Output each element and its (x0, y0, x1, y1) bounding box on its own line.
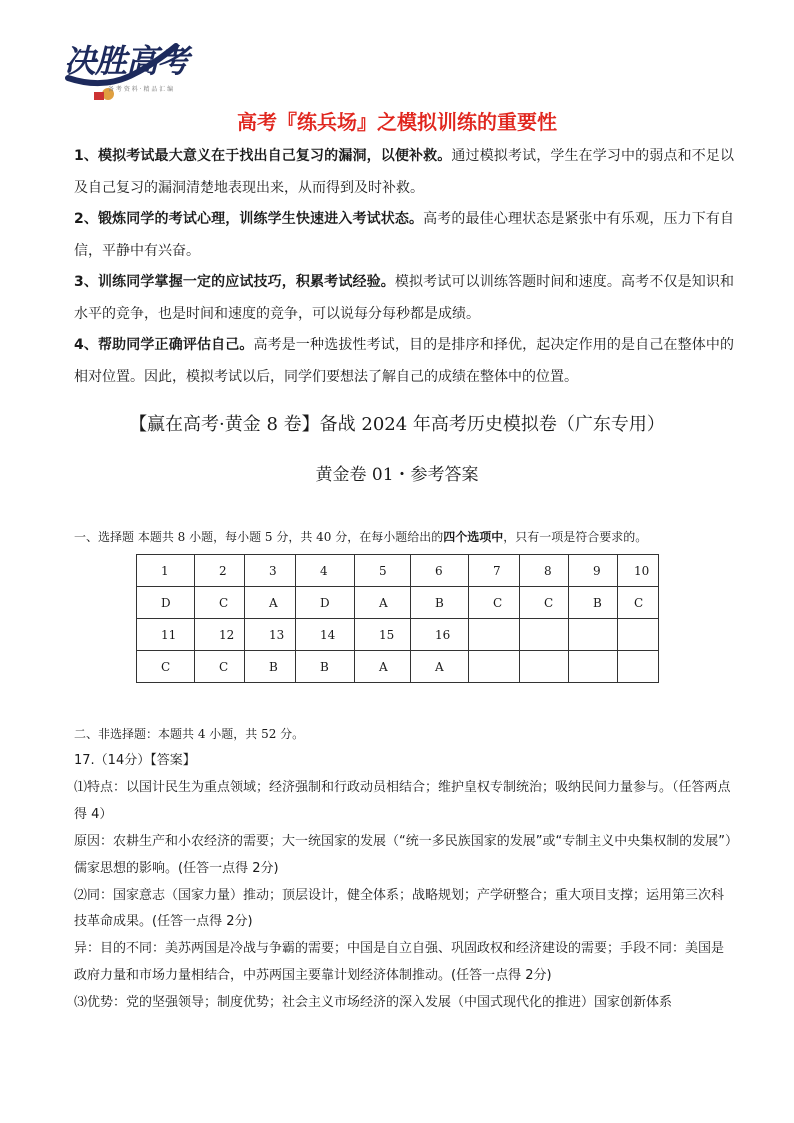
section1-prefix: 一、选择题 本题共 8 小题，每小题 5 分，共 40 分，在每小题给出的 (74, 530, 444, 544)
intro-title: 高考『练兵场』之模拟训练的重要性 (237, 110, 557, 134)
intro-item-lead: 3、训练同学掌握一定的应试技巧，积累考试经验。 (74, 274, 395, 290)
table-cell: 10 (618, 555, 659, 587)
intro-item-body: 高考是一种选拔性考试，目的是排序和择优，起决定作用的是自己在整体中的相对位置。因此，模拟考试以后，同学们要想法了解自己的成绩在整体中的位置。 (74, 337, 734, 385)
table-cell: C (195, 651, 245, 683)
table-cell: 7 (469, 555, 520, 587)
table-cell: D (137, 587, 195, 619)
table-cell: 5 (355, 555, 411, 587)
table-cell (469, 651, 520, 683)
section1-instructions (74, 528, 754, 545)
table-cell: 14 (296, 619, 355, 651)
table-cell: B (569, 587, 618, 619)
intro-item-lead: 2、锻炼同学的考试心理，训练学生快速进入考试状态。 (74, 211, 424, 227)
table-cell (520, 651, 569, 683)
answer-line: 原因：农耕生产和小农经济的需要；大一统国家的发展（“统一多民族国家的发展”或“专制主义中央集权制的发展”）儒家思想的影响。(任答一点得 2分) (74, 833, 732, 876)
intro-item-body: 模拟考试可以训练答题时间和速度。高考不仅是知识和水平的竞争，也是时间和速度的竞争，可以说每分每秒都是成绩。 (74, 274, 734, 322)
table-cell: 15 (355, 619, 411, 651)
answer-line: 异：目的不同：美苏两国是冷战与争霸的需要；中国是自立自强、巩固政权和经济建设的需要；手段不同：美国是政府力量和市场力量相结合，中苏两国主要靠计划经济体制推动。(任答一点得 2分) (74, 941, 725, 984)
table-cell: A (245, 587, 296, 619)
intro-item-lead: 4、帮助同学正确评估自己。 (74, 337, 254, 353)
logo-text: 决胜高考 (64, 42, 189, 80)
table-cell: 8 (520, 555, 569, 587)
intro-list (74, 141, 734, 393)
table-cell: 3 (245, 555, 296, 587)
intro-item-body: 高考的最佳心理状态是紧张中有乐观，压力下有自信，平静中有兴奋。 (74, 211, 734, 259)
table-cell: B (411, 587, 469, 619)
answer-table (136, 554, 659, 683)
table-cell: B (245, 651, 296, 683)
table-cell: 2 (195, 555, 245, 587)
table-cell: C (618, 587, 659, 619)
table-cell: 1 (137, 555, 195, 587)
table-row (137, 587, 659, 619)
table-cell: A (355, 587, 411, 619)
table-cell: C (520, 587, 569, 619)
table-cell: 12 (195, 619, 245, 651)
intro-item-body: 通过模拟考试，学生在学习中的弱点和不足以及自己复习的漏洞清楚地表现出来，从而得到及时补救。 (74, 148, 735, 196)
table-row (137, 651, 659, 683)
paper-subtitle: 黄金卷 01・参考答案 (315, 465, 479, 485)
answer-line: ⑴特点：以国计民生为重点领域；经济强制和行政动员相结合；维护皇权专制统治；吸纳民间力量参与。（任答两点得 4） (74, 779, 731, 822)
table-row (137, 619, 659, 651)
table-cell (618, 619, 659, 651)
table-cell: 11 (137, 619, 195, 651)
table-cell (569, 619, 618, 651)
table-cell: 16 (411, 619, 469, 651)
table-cell: 9 (569, 555, 618, 587)
answer-line: ⑵同：国家意志（国家力量）推动；顶层设计，健全体系；战略规划；产学研整合；重大项目支撑；运用第三次科技革命成果。(任答一点得 2分) (74, 887, 725, 930)
answer-line: ⑶优势：党的坚强领导；制度优势；社会主义市场经济的深入发展（中国式现代化的推进）国家创新体系 (74, 995, 673, 1011)
table-cell: 13 (245, 619, 296, 651)
table-cell: C (195, 587, 245, 619)
table-cell (520, 619, 569, 651)
table-row (137, 555, 659, 587)
table-cell (618, 651, 659, 683)
logo-tagline: 备 考 资 料 · 精 品 汇 编 (108, 86, 174, 93)
table-cell: C (137, 651, 195, 683)
table-cell: A (411, 651, 469, 683)
intro-item (74, 330, 734, 393)
table-cell (469, 619, 520, 651)
section2-title: 二、非选择题：本题共 4 小题，共 52 分。 (74, 727, 305, 741)
logo (64, 28, 189, 108)
table-cell: 6 (411, 555, 469, 587)
intro-item (74, 267, 734, 330)
table-cell: A (355, 651, 411, 683)
intro-item (74, 141, 734, 204)
table-cell: 4 (296, 555, 355, 587)
intro-item (74, 204, 734, 267)
table-cell: C (469, 587, 520, 619)
paper-title: 【赢在高考·黄金 8 卷】备战 2024 年高考历史模拟卷（广东专用） (129, 414, 665, 435)
section1-suffix: ，只有一项是符合要求的。 (503, 530, 648, 544)
section1-bold: 四个选项中 (443, 530, 504, 544)
table-cell: D (296, 587, 355, 619)
answer-line: 17.（14分）【答案】 (74, 753, 196, 768)
q17-answer (74, 748, 734, 1017)
table-cell (569, 651, 618, 683)
intro-item-lead: 1、模拟考试最大意义在于找出自己复习的漏洞，以便补救。 (74, 148, 452, 164)
table-cell: B (296, 651, 355, 683)
